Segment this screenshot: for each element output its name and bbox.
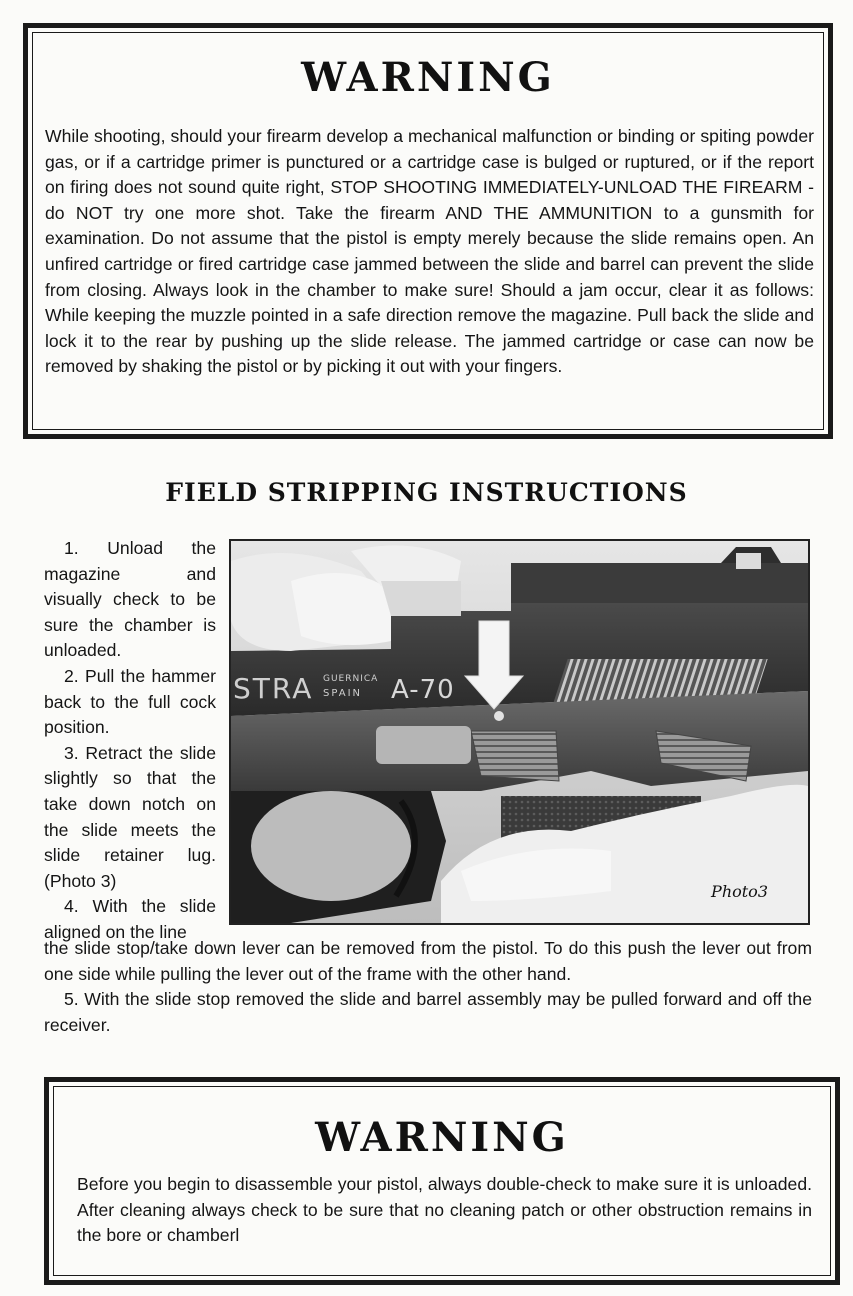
section-title: FIELD STRIPPING INSTRUCTIONS	[165, 478, 688, 507]
step-4-end: the slide stop/take down lever can be removed from the pistol. To do this push the lever out from one side while pulling the lever out of the frame with the other hand.	[44, 938, 812, 984]
warning-box-top	[23, 23, 833, 439]
engraving-left: STRA	[233, 672, 314, 705]
step-4-start: 4. With the slide aligned on the line	[44, 896, 216, 942]
warning-title-bottom: WARNING	[315, 1114, 569, 1161]
warning-text-top: While shooting, should your firearm develop a mechanical malfunction or binding or spiting powder gas, or if a cartridge primer is punctured or a cartridge case is bulged or ruptured, or if the report on firing does not sound quite right, STOP SHOOTING IMMEDIATELY-UNLOAD THE FIREARM - do NOT try one more shot. Take the firearm AND THE AMMUNITION to a gunsmith for examination. Do not assume that the pistol is empty merely because the slide remains open. An unfired cartridge or fired cartridge case jammed between the slide and barrel can prevent the slide from closing. Always look in the chamber to make sure! Should a jam occur, clear it as follows: While keeping the muzzle pointed in a safe direction remove the magazine. Pull back the slide and lock it to the rear by pushing up the slide release. The jammed cartridge or case can now be removed by shaking the pistol or by picking it out with your fingers.	[45, 126, 814, 377]
pistol-photo-illustration	[231, 541, 808, 923]
step-1: 1. Unload the magazine and visually check to be sure the chamber is unloaded.	[44, 538, 216, 661]
photo-caption: Photo3	[711, 882, 768, 901]
warning-text-bottom: Before you begin to disassemble your pistol, always double-check to make sure it is unloaded. After cleaning always check to be sure that no cleaning patch or other obstruction remains in the bore or chamberl	[77, 1174, 812, 1246]
engraving-small-bottom: SPAIN	[323, 688, 363, 699]
step-5: 5. With the slide stop removed the slide and barrel assembly may be pulled forward and off the receiver.	[44, 989, 812, 1035]
steps-continuation	[44, 936, 812, 1038]
step-3: 3. Retract the slide slightly so that the take down notch on the slide meets the slide retainer lug. (Photo 3)	[44, 742, 216, 891]
warning-box-bottom	[44, 1077, 840, 1285]
steps-column	[44, 536, 216, 946]
warning-title-top: WARNING	[301, 54, 555, 101]
photo-3	[229, 539, 810, 925]
engraving-small-top: GUERNICA	[323, 674, 379, 684]
step-2: 2. Pull the hammer back to the full cock position.	[44, 665, 216, 738]
engraving-model: A-70	[391, 675, 455, 705]
